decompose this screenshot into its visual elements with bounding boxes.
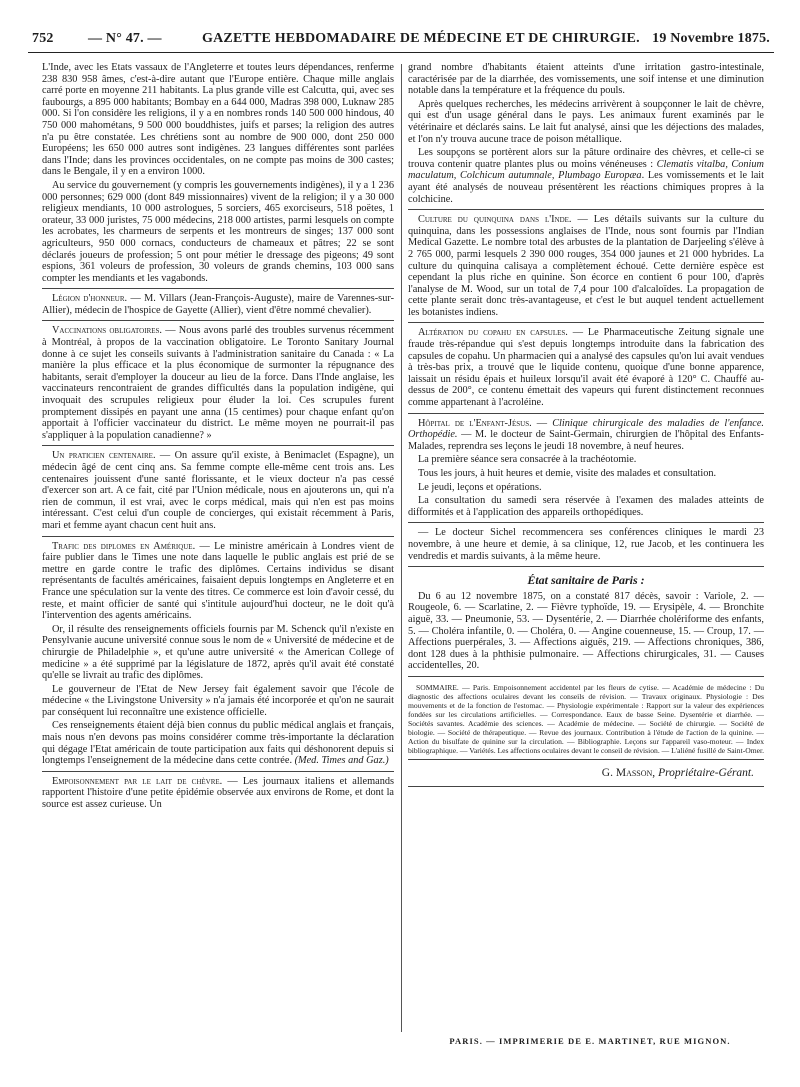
page-header [28,30,774,53]
article-body: — Les journaux italiens et allemands rapportent l'histoire d'une petite épidémie observée aux environs de Rome, et dont la source est assez curieuse. Un [42,775,394,811]
source-citation: (Med. Times and Gaz.) [294,755,389,767]
article-heading: Culture du quinquina dans l'Inde. [418,214,572,226]
paragraph-visite: Tous les jours, à huit heures et demie, visite des malades et consultation. [418,468,717,479]
signature-name: G. Masson, [601,766,656,779]
paragraph-recherches: Après quelques recherches, les médecins arrivèrent à soupçonner le lait de chèvre, qui est d'un usage général dans le pays. Les animaux furent examinés par le vétérinaire et déclarés sains. Le lait fut analysé, ainsi que les déjections des malades, et l'on n'y trouva aucune trace de poison métallique. [408,98,764,145]
article-subheading: Clinique chirurgicale des maladies de l'enfance. Orthopédie. [408,417,764,441]
paragraph-sichel: — Le docteur Sichel recommencera ses conférences cliniques le mardi 23 novembre, à une heure et demie, à sa clinique, 12, rue Jacob, et les continuera les vendredis et mardis suivants, à la même heure. [408,527,764,562]
article-body: — On assure qu'il existe, à Benimaclet (Espagne), un médecin âgé de cent cinq ans. Sa femme compte elle-même cent trois ans. Les centenaires jouissent d'une santé florissante, et le vieux docteur n'a pas cessé d'exercer son art. A ce fait, cité par l'Union médicale, nous en ajouterons un, qui n'a rien de commun, il est vrai, avec le corps médical, mais qui n'en est pas moins intéressant. C'est celui d'un couple de concierges, qui existait récemment à Paris, mari et femme ayant chacun cent huit ans. [42,450,394,531]
sommaire-block [408,683,764,755]
article-empoisonnement [42,776,394,811]
article-copahu [408,327,764,408]
section-separator [42,771,394,772]
paragraph-india-professions: Au service du gouvernement (y compris les gouvernements indigènes), il y a 1 236 000 personnes; 629 000 (dont 849 missionnaires) vivent de la religion; il y a 30 000 religieux mendiants, 10 000 astrologues, 5 sorciers, 465 exorciseurs, 518 poëtes, 1 orateur, 33 000 juristes, 75 000 médecins, 218 000 artistes, parmi lesquels on compte les acrobates, les charmeurs de serpents et les montreurs de singes; 137 000 sont agriculteurs, 950 000 cornacs, conducteurs de chameaux et pâtres; 22 se sont déclarés joueurs de profession; 5 ont pour métier le dressage des pigeons; 49 sont espions, 361 voleurs de profession, 30 voleurs de grands chemins, 103 000 sans compter les mendiants et les vagabonds. [42,179,394,284]
paragraph-renseignements [42,720,394,766]
article-heading: Vaccinations obligatoires. [52,325,162,337]
section-separator [408,322,764,323]
section-separator [408,566,764,567]
article-body: — Le Pharmaceutische Zeitung signale une fraude très-répandue qui s'est depuis longtemps introduite dans la fabrication des capsules de copahu. Un pharmacien qui a analysé des capsules qu'on lui avait vendues à très-bas prix, a trouvé que le liquide contenu, quoique d'une bonne apparence, laissait un résidu épais et huileux lorsqu'il avait été évaporé à 120° C. Chauffé au-dessus de 200°, ce contenu émettait des vapeurs qui furent distinctement reconnues comme appartenant à l'acroléine. [408,327,764,409]
right-column [408,62,764,1072]
article-heading: Altération du copahu en capsules. [418,327,568,339]
article-heading: Légion d'honneur. [52,293,128,305]
article-trafic-diplomes [42,541,394,622]
sommaire-text: SOMMAIRE. — Paris. Empoisonnement accidentel par les fleurs de cytise. — Académie de médecine : Du diagnostic des affections oculaires devant les conseils de révision. — Travaux originaux. Physiologie : Des mouvements et de la fonction de l'estomac. — Physiologie expérimentale : Rapport sur la valeur des expériences fondées sur les circulations artificielles. — Correspondance. Eaux de basse Seine. Dysentérie et diarrhée. — Sociétés savantes. Académie des sciences. — Académie de médecine. — Société de chirurgie. — Société de biologie. — Société de thérapeutique. — Revue des journaux. Contribution à l'étude de l'action de la quinine. — Action du bisulfate de quinine sur la circulation. — Bibliographie. Leçons sur l'appareil vaso-moteur. — Index bibliographique. — Variétés. Les affections oculaires devant le conseil de révision. — L'aliéné fusillé de Saint-Omer. [408,682,764,755]
issue-number: — N° 47. — [88,31,162,46]
article-heading: Hôpital de l'Enfant-Jésus. [418,417,532,429]
paragraph-text: . Les vomissements et le lait ayant été analysés de nouveau présentèrent les réactions chimiques propres à la colchicine. [408,170,764,205]
section-separator [408,413,764,414]
article-quinquina [408,214,764,318]
paragraph-schenck: Or, il résulte des renseignements officiels fournis par M. Schenck qu'il n'existe en Pensylvanie aucune université connue sous le nom de « Université de médecine et de chirurgie de Philadelphie », et qu'une autre université « the American College of medicine » a été supprimé par la législature de 1872, après qu'il avait été constaté qu'elle se livrait au trafic des diplômes. [42,623,394,682]
etat-sanitaire-body: Du 6 au 12 novembre 1875, on a constaté 817 décès, savoir : Variole, 2. — Rougeole, 6. — Scarlatine, 2. — Fièvre typhoïde, 19. — Erysipèle, 4. — Bronchite aiguë, 33. — Pneumonie, 53. — Dysentérie, 2. — Diarrhée cholériforme des enfants, 5. — Choléra infantile, 0. — Choléra, 0. — Angine couenneuse, 15. — Croup, 17. — Affections puerpérales, 3. — Affections aiguës, 219. — Affections chroniques, 386, dont 128 dues à la phthisie pulmonaire. — Affections chirurgicales, 31. — Causes accidentelles, 20. [408,590,764,672]
article-body: — M. le docteur de Saint-Germain, chirurgien de l'hôpital des Enfants-Malades, reprendra ses leçons le jeudi 18 novembre, à neuf heures. [408,429,764,452]
printer-imprint: PARIS. — IMPRIMERIE DE E. MARTINET, RUE MIGNON. [449,1036,731,1046]
article-body: — M. Villars (Jean-François-Auguste), maire de Varennes-sur-Allier), médecin de l'hospice de Gayette (Allier), vient d'être nommé chevalier). [42,293,394,316]
article-body: — Le ministre américain à Londres vient de faire publier dans le Times une note dans laquelle le public anglais est prié de se mettre en garde contre le trafic des diplômes. Certains individus se disant représentants de facultés américaines, faisaient depuis longtemps en Angleterre et en France une spéculation sur la vente des titres. Ce commerce est loin d'avoir cessé, du reste, et maint officier de santé qui s'intitule aujourd'hui docteur, ne le doit qu'à l'intervention des agents américains. [42,540,394,622]
section-separator [408,522,764,523]
article-heading: Un praticien centenaire. [52,450,156,462]
article-body: — Nous avons parlé des troubles survenus récemment à Montréal, à propos de la vaccination obligatoire. Le Toronto Sanitary Journal donne à ce sujet les conseils suivants à l'administration sanitaire du Canada : « La manière la plus efficace et la plus économique de surmonter la répugnance des habitants, serait d'employer la douceur au lieu de la force. Dans l'Inde anglaise, les vaccinateurs rencontraient de grandes difficultés dans la population indigène, qui invoquait des scrupules religieux pour éluder la loi. Ces scrupules furent promptement dissipés en payant une anna (15 centimes) pour chaque enfant qu'on apportait à l'officier vaccinateur du district. Le même moyen ne pourrait-il pas s'appliquer à la population canadienne? » [42,325,394,441]
section-separator [42,445,394,446]
section-separator [408,676,764,677]
paragraph-tracheotomie: La première séance sera consacrée à la trachéotomie. [418,454,637,466]
left-column [42,62,394,1072]
etat-sanitaire-title: État sanitaire de Paris : [527,573,645,588]
article-vaccinations [42,325,394,441]
article-body: — Les détails suivants sur la culture du quinquina, dans les possessions anglaises de l'Inde, nous sont fournis par l'Indian Medical Gazette. Le nombre total des arbustes de la plantation de Darjeeling s'élève à 2 765 000, parmi lesquels 2 390 000 rouges, 354 000 jaunes et 21 000 hybrides. La culture du quinquina calisaya a complètement échoué. Cette dernière espèce est cependant la plus riche en quinine. Son écorce en contient 6 pour 100, d'après l'analyse de M. Wood, sur un total de 7,4 pour 100 d'alcaloïdes. La propagation de cette plante serait donc très-avantageuse, et c'est le but auquel tendent actuellement les botanistes indiens. [408,214,764,318]
paragraph-text: Ces renseignements étaient déjà bien connus du public médical anglais et français, mais nous n'en devons pas moins considérer comme très-importante la déclaration qui dégage l'Etat américain de toute participation aux faits qui déshonorent depuis si longtemps l'enseignement de la médecine dans cette contrée. [42,720,394,767]
section-separator [408,786,764,787]
article-legion-honneur [42,293,394,316]
section-separator [408,759,764,760]
issue-date: 19 Novembre 1875. [652,31,770,46]
section-separator [42,536,394,537]
page-number: 752 [32,31,54,46]
journal-title: GAZETTE HEBDOMADAIRE DE MÉDECINE ET DE CHIRURGIE. [202,31,640,46]
paragraph-india-population: L'Inde, avec les Etats vassaux de l'Angleterre et toutes leurs dépendances, renferme 238 830 958 âmes, c'est-à-dire autant que l'Europe entière. Chaque mille anglais carré porte en moyenne 211 habitants. La plus grande ville est Calcutta, qui, avec ses faubourgs, a 895 000 habitants; Bombay en a 644 000, Madras 398 000, Luknaw 285 000. Si l'on considère les religions, il y a en nombres ronds 140 500 000 hindous, 40 750 000 mahométans, 9 500 000 bouddhistes, juifs et parses; la religion des autres n'a pu être constatée. Les chrétiens sont au nombre de 900 000, dont 250 000 Européens; les 650 000 autres sont indigènes. 23 langues différentes sont parlées dans l'Inde; dans les provinces occidentales, on ne compte pas moins de 300 castes; dans le Bengale, il y en a environ 1000. [42,62,394,178]
paragraph-continuation: grand nombre d'habitants étaient atteints d'une irritation gastro-intestinale, caractérisée par de la diarrhée, des vomissements, une soif intense et une diminution notable dans la température et la fréquence du pouls. [408,62,764,97]
section-separator [42,288,394,289]
article-heading: Trafic des diplomes en Amérique. [52,540,196,552]
section-separator [42,320,394,321]
section-separator [408,209,764,210]
article-hopital-enfant-jesus: Hôpital de l'Enfant-Jésus. — Clinique chirurgicale des maladies de l'enfance. Orthopédie. — M. le docteur de Saint-Germain, chirurgien de l'hôpital des Enfants-Malades, reprendra ses leçons le jeudi 18 novembre, à neuf heures. [408,417,764,452]
signature-role: Propriétaire-Gérant. [655,766,754,779]
paragraph-jeudi: Le jeudi, leçons et opérations. [418,481,542,493]
article-centenaire [42,450,394,531]
article-heading: Empoisonnement par le lait de chèvre. [52,775,223,787]
paragraph-plantes [408,147,764,205]
column-divider [401,64,402,1032]
paragraph-consultation: La consultation du samedi sera réservée à l'examen des malades atteints de difformités et à l'application des appareils orthopédiques. [408,495,764,518]
paragraph-new-jersey: Le gouverneur de l'Etat de New Jersey fait également savoir que l'école de médecine « the Livingstone University » n'a jamais été incorporée et qu'on ne saurait par conséquent lui reconnaître une existence officielle. [42,683,394,718]
plant-names: Clematis vitalba, Conium maculatum, Colchicum autumnale, Plumbago Europæa [408,158,764,182]
paragraph-text: Les soupçons se portèrent alors sur la pâture ordinaire des chèvres, et celle-ci se trouva contenir quatre plantes plus ou moins vénéneuses : [408,147,764,170]
signature [408,768,754,780]
